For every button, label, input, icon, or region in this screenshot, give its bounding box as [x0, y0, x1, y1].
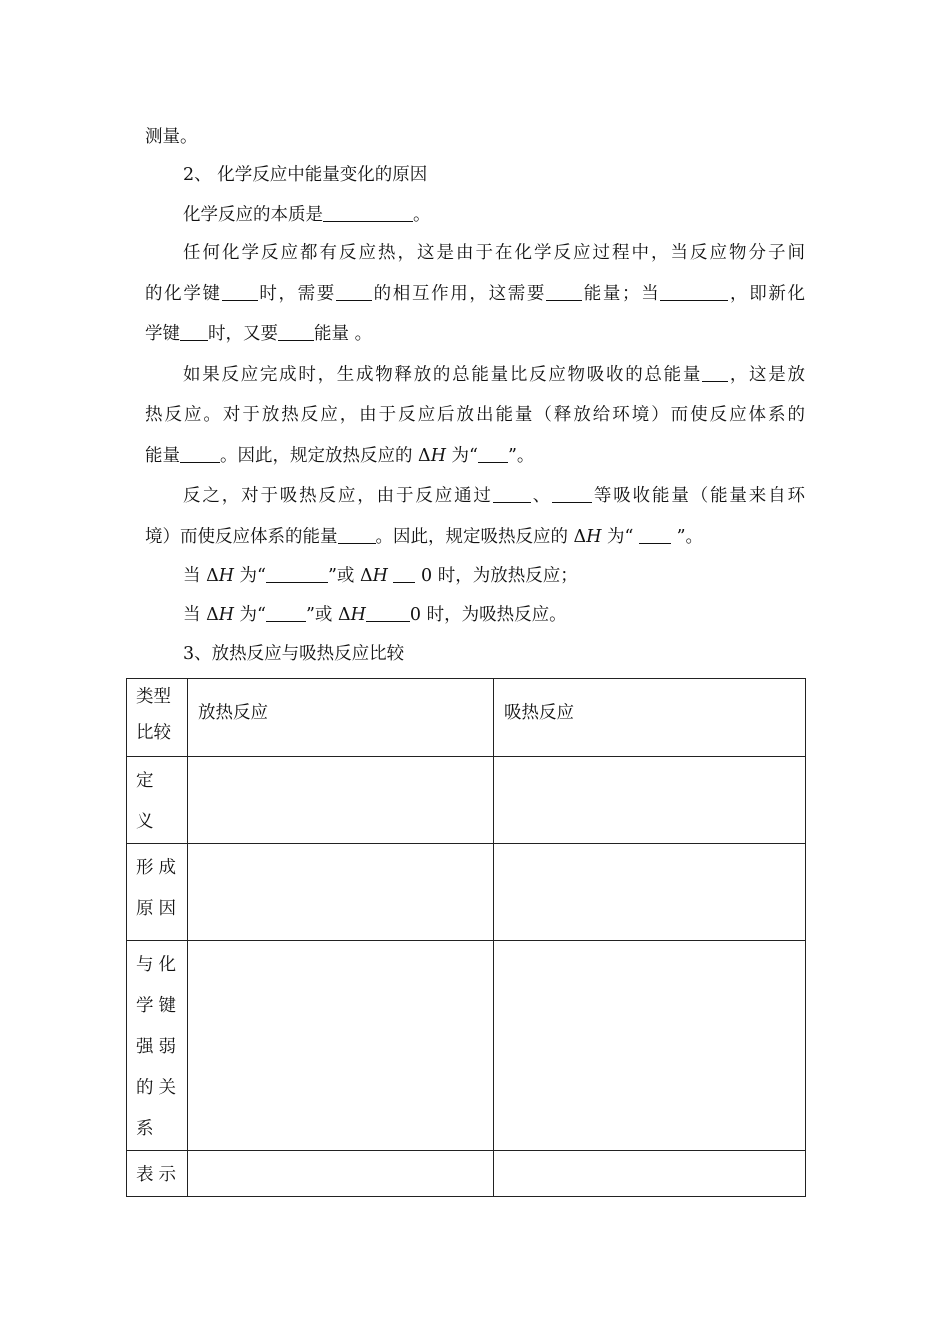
row-label-cell [127, 844, 188, 941]
text: 为“ [445, 446, 478, 466]
answer-cell[interactable] [188, 1151, 494, 1197]
header-label-type: 类型 [136, 687, 171, 707]
section-heading-2: 2、 化学反应中能量变化的原因 [183, 165, 428, 185]
para-continuation: 测量。 [145, 127, 198, 147]
text: 。 [413, 205, 431, 225]
delta-h-endothermic [183, 605, 567, 625]
fill-blank[interactable] [478, 446, 508, 463]
symbol-h: H [586, 527, 602, 547]
fill-blank[interactable] [660, 284, 728, 301]
fill-blank[interactable] [702, 365, 728, 382]
row-label-line: 表示 [136, 1165, 181, 1185]
symbol-h: H [218, 605, 234, 625]
row-label-line: 系 [136, 1119, 159, 1139]
header-exothermic-text: 放热反应 [198, 703, 268, 723]
para-essence [183, 205, 431, 225]
text: ”或 Δ [305, 605, 351, 625]
text: 、 [530, 486, 553, 506]
para-exothermic-line1 [183, 365, 805, 385]
text: 为“ [233, 566, 266, 586]
text: ”。 [671, 527, 704, 547]
header-label-compare: 比较 [136, 723, 171, 743]
row-label-line: 的关 [136, 1078, 181, 1098]
text: 能量 。 [314, 324, 373, 344]
delta-h-exothermic [183, 566, 578, 586]
symbol-h: H [372, 566, 388, 586]
text: ，即新化 [728, 284, 806, 304]
para-exothermic-line3 [145, 446, 534, 466]
row-label-line: 学键 [136, 996, 181, 1016]
row-label-cell [127, 1151, 188, 1197]
text: 能量；当 [582, 284, 661, 304]
symbol-h: H [350, 605, 366, 625]
text: 为“ [233, 605, 266, 625]
para-endothermic-line1 [183, 486, 805, 506]
header-label-cell [127, 679, 188, 757]
para-endothermic-line2 [145, 527, 703, 547]
fill-blank[interactable] [336, 284, 372, 301]
fill-blank[interactable] [278, 324, 314, 341]
answer-cell[interactable] [188, 941, 494, 1151]
answer-cell[interactable] [494, 941, 806, 1151]
row-label-line: 原因 [136, 899, 181, 919]
table-row [127, 757, 806, 844]
header-exothermic [188, 679, 494, 757]
row-label-cell [127, 941, 188, 1151]
para-reaction-heat-line1: 任何化学反应都有反应热，这是由于在化学反应过程中，当反应物分子间 [183, 243, 805, 263]
text: ，这是放 [728, 365, 806, 385]
para-reaction-heat-line3 [145, 324, 372, 344]
text: 能量 [145, 446, 180, 466]
text: ”或 Δ [327, 566, 373, 586]
fill-blank[interactable] [552, 486, 592, 503]
text: ”。 [507, 446, 535, 466]
answer-cell[interactable] [494, 844, 806, 941]
fill-blank[interactable] [639, 527, 671, 544]
para-exothermic-line2: 热反应。对于放热反应，由于反应后放出能量（释放给环境）而使反应体系的 [145, 405, 805, 425]
fill-blank[interactable] [266, 605, 306, 622]
fill-blank[interactable] [323, 205, 413, 222]
fill-blank[interactable] [266, 566, 328, 583]
comparison-table [126, 678, 806, 1197]
answer-cell[interactable] [494, 757, 806, 844]
text: 的相互作用，这需要 [371, 284, 547, 304]
text: 当 Δ [183, 605, 219, 625]
symbol-h: H [430, 446, 446, 466]
text: 反之，对于吸热反应，由于反应通过 [183, 486, 493, 506]
text: 0 时，为吸热反应。 [409, 605, 567, 625]
fill-blank[interactable] [546, 284, 582, 301]
text: 时，又要 [208, 324, 278, 344]
fill-blank[interactable] [180, 324, 208, 341]
fill-blank[interactable] [366, 605, 410, 622]
symbol-h: H [218, 566, 234, 586]
text: 的化学键 [145, 284, 222, 304]
table-row [127, 844, 806, 941]
answer-cell[interactable] [494, 1151, 806, 1197]
table-row [127, 941, 806, 1151]
para-reaction-heat-line2 [145, 284, 805, 304]
text: 为“ [601, 527, 640, 547]
text: 如果反应完成时，生成物释放的总能量比反应物吸收的总能量 [183, 365, 703, 385]
answer-cell[interactable] [188, 844, 494, 941]
text: 当 Δ [183, 566, 219, 586]
header-endothermic [494, 679, 806, 757]
table-header-row [127, 679, 806, 757]
text: 。因此，规定放热反应的 Δ [220, 446, 431, 466]
fill-blank[interactable] [180, 446, 220, 463]
text: 时，需要 [257, 284, 336, 304]
text: 化学反应的本质是 [183, 205, 323, 225]
text: 学键 [145, 324, 180, 344]
section-heading-3: 3、放热反应与吸热反应比较 [183, 644, 405, 664]
table-row [127, 1151, 806, 1197]
row-label-line: 强弱 [136, 1037, 181, 1057]
header-endothermic-text: 吸热反应 [504, 703, 574, 723]
fill-blank[interactable] [393, 566, 415, 583]
answer-cell[interactable] [188, 757, 494, 844]
row-label-line: 定 [136, 771, 159, 791]
fill-blank[interactable] [338, 527, 376, 544]
fill-blank[interactable] [222, 284, 258, 301]
row-label-line: 与化 [136, 955, 181, 975]
text: 等吸收能量（能量来自环 [592, 486, 806, 506]
fill-blank[interactable] [493, 486, 531, 503]
row-label-line: 义 [136, 812, 159, 832]
text: 。因此，规定吸热反应的 Δ [375, 527, 587, 547]
text: 0 时，为放热反应； [415, 566, 578, 586]
text: 境）而使反应体系的能量 [145, 527, 338, 547]
row-label-cell [127, 757, 188, 844]
row-label-line: 形成 [136, 858, 181, 878]
